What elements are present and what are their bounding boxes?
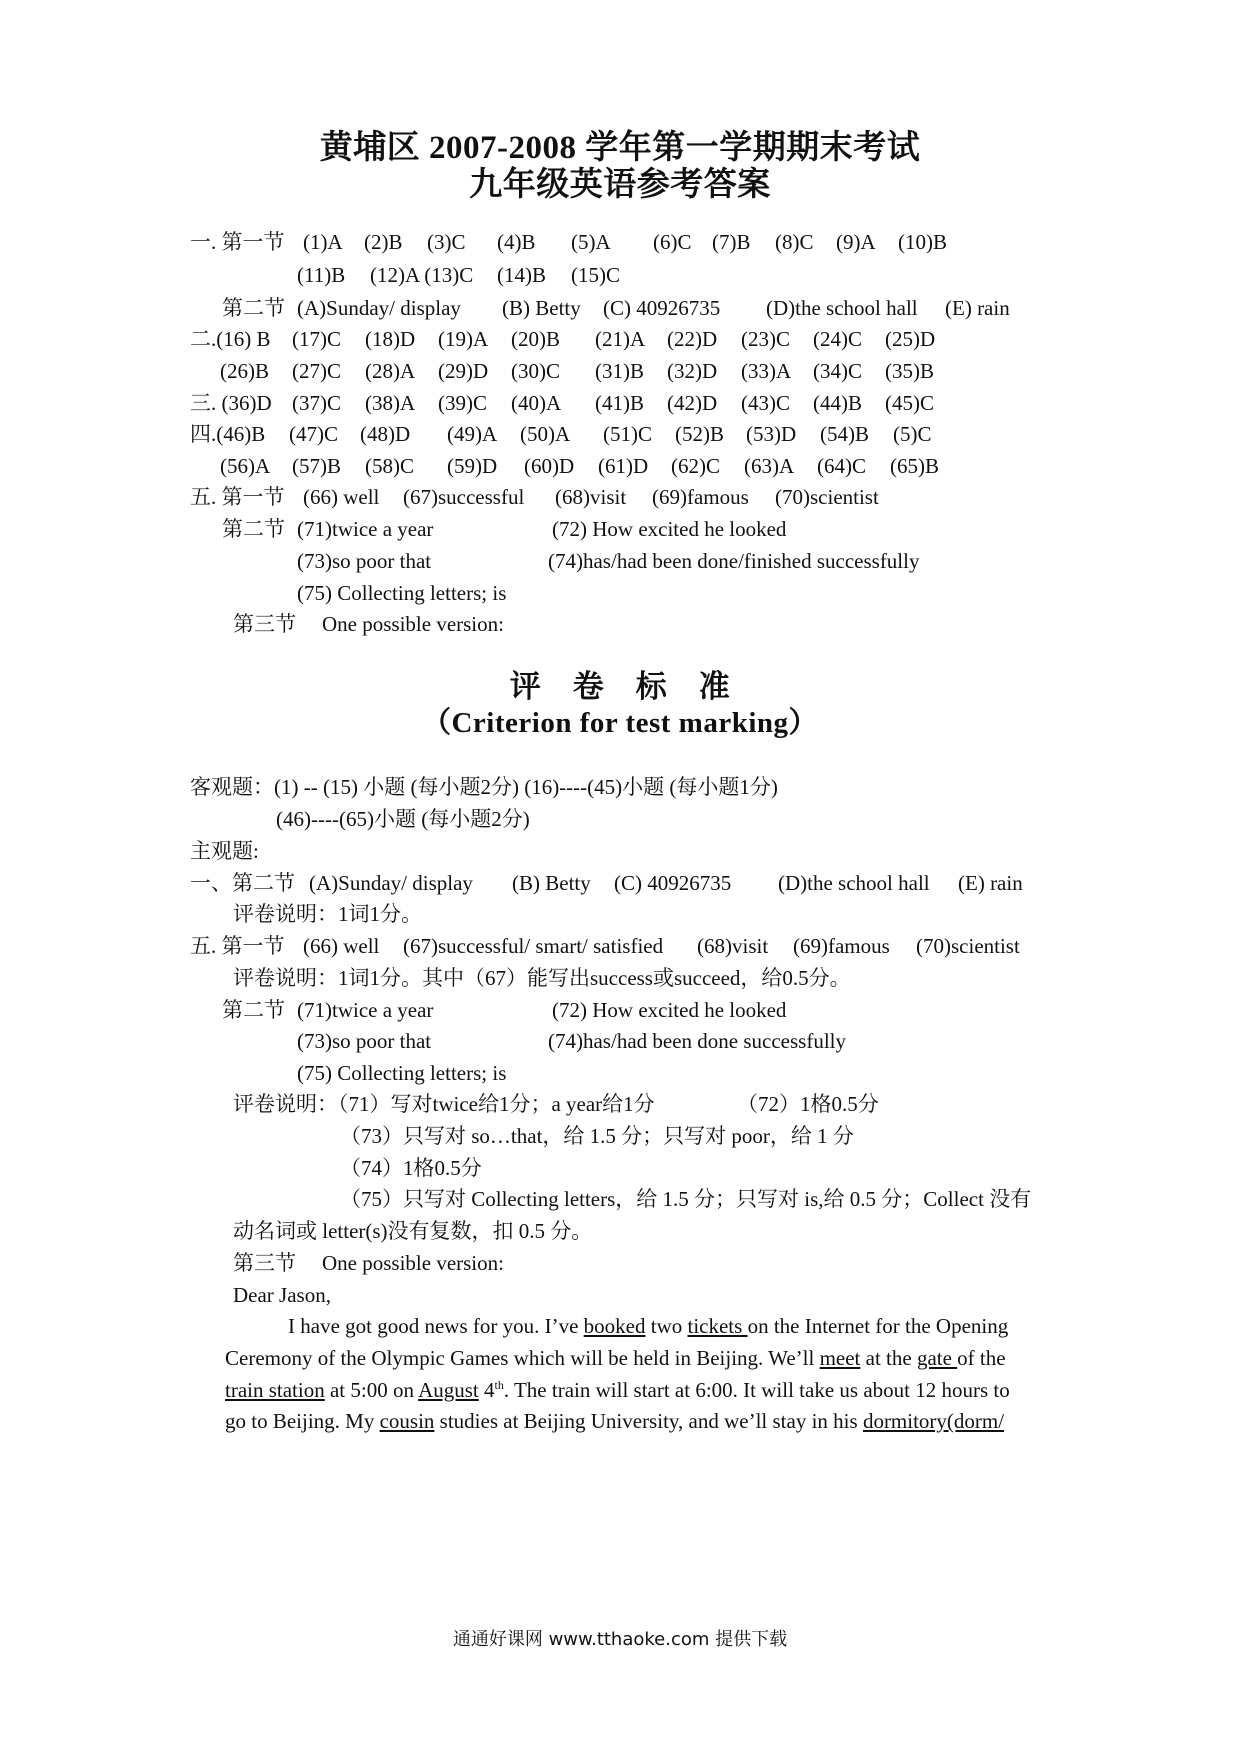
answer: (1)A — [303, 230, 343, 254]
document-subtitle: 九年级英语参考答案 — [469, 167, 771, 203]
criterion-note: （73）只写对 so…that，给 1.5 分；只写对 poor，给 1 分 — [340, 1124, 854, 1148]
answer: (2)B — [364, 230, 403, 254]
answer: (44)B — [813, 391, 862, 415]
answer: (72) How excited he looked — [552, 517, 787, 541]
answer: (33)A — [741, 359, 792, 383]
underlined-word: train station — [225, 1378, 325, 1402]
answer: (3)C — [427, 230, 466, 254]
answer: (73)so poor that — [297, 1029, 432, 1053]
letter-text: studies at Beijing University, and we’ll stay in his — [434, 1409, 863, 1433]
part3-text: One possible version: — [322, 1251, 504, 1275]
answer: (18)D — [365, 327, 416, 351]
objective-line1: 客观题：(1) -- (15) 小题 (每小题2分) (16)----(45)小题 (每小题1分) — [190, 775, 778, 799]
answer: (25)D — [885, 327, 936, 351]
criterion-title: 评 卷 标 准 — [509, 669, 731, 704]
letter-text: on the Internet for the Opening — [747, 1314, 1009, 1338]
answer: (39)C — [438, 391, 487, 415]
answer: (72) How excited he looked — [552, 998, 787, 1022]
underlined-word: tickets — [687, 1314, 748, 1338]
answer: (69)famous — [793, 934, 890, 958]
subjective-label: 主观题: — [190, 839, 259, 863]
document-title: 黄埔区 2007-2008 学年第一学期期末考试 — [319, 130, 921, 166]
section-label: 第三节 — [233, 612, 296, 636]
criterion-note: 动名词或 letter(s)没有复数，扣 0.5 分。 — [233, 1219, 593, 1243]
answer: (73)so poor that — [297, 549, 432, 573]
answer: (75) Collecting letters; is — [297, 581, 507, 605]
underlined-word: gate — [916, 1346, 958, 1370]
letter-line — [225, 1377, 1010, 1403]
answer: (8)C — [775, 230, 814, 254]
answer: (70)scientist — [775, 485, 879, 509]
answer: (71)twice a year — [297, 517, 434, 541]
letter-text: go to Beijing. My — [225, 1409, 380, 1433]
answer: (B) Betty — [502, 296, 581, 320]
section-label: 五. 第一节 — [190, 934, 285, 958]
underlined-word: August — [418, 1378, 479, 1402]
section-label: 一、第二节 — [190, 871, 295, 895]
answer: (C) 40926735 — [614, 871, 732, 895]
answer: (57)B — [292, 454, 341, 478]
letter-text: at 5:00 on — [324, 1378, 419, 1402]
answer: (67)successful — [403, 485, 525, 509]
part3-text: One possible version: — [322, 612, 504, 636]
answer: (4)B — [497, 230, 536, 254]
section-label: 一. 第一节 — [190, 230, 285, 254]
answer: (9)A — [836, 230, 876, 254]
answer: (71)twice a year — [297, 998, 434, 1022]
answer: (43)C — [741, 391, 790, 415]
answer: (47)C — [289, 422, 338, 446]
answer: (6)C — [653, 230, 692, 254]
answer: (11)B — [297, 263, 346, 287]
answer: (40)A — [511, 391, 562, 415]
criterion-note: （72）1格0.5分 — [737, 1092, 879, 1116]
answer: (67)successful/ smart/ satisfied — [403, 934, 664, 958]
criterion-note: 评卷说明：1词1分。 — [233, 902, 422, 926]
answer: (21)A — [595, 327, 646, 351]
answer: (61)D — [598, 454, 649, 478]
answer: (20)B — [511, 327, 560, 351]
page-footer: 通通好课网 www.tthaoke.com 提供下载 — [452, 1629, 788, 1650]
answer: (27)C — [292, 359, 341, 383]
letter-text: of the — [957, 1346, 1006, 1370]
answer: (70)scientist — [916, 934, 1020, 958]
answer: (B) Betty — [512, 871, 591, 895]
answer: (50)A — [520, 422, 571, 446]
answer: (7)B — [712, 230, 751, 254]
answer: (62)C — [671, 454, 720, 478]
underlined-word: meet — [819, 1346, 861, 1370]
answer: (12)A (13)C — [370, 263, 474, 287]
answer: (51)C — [603, 422, 652, 446]
answer: (52)B — [675, 422, 724, 446]
criterion-note: （75）只写对 Collecting letters，给 1.5 分；只写对 is,给 0.5 分；Collect 没有 — [340, 1187, 1032, 1211]
answer: (14)B — [497, 263, 546, 287]
answer: (19)A — [438, 327, 489, 351]
letter-text: at the — [860, 1346, 917, 1370]
answer: (74)has/had been done/finished successfully — [548, 549, 920, 573]
letter-line — [288, 1313, 1008, 1339]
answer: (E) rain — [958, 871, 1023, 895]
letter-line — [225, 1345, 1006, 1371]
answer: (30)C — [511, 359, 560, 383]
answer: (69)famous — [652, 485, 749, 509]
answer: (22)D — [667, 327, 718, 351]
section-label: 第二节 — [222, 296, 285, 320]
answer: (29)D — [438, 359, 489, 383]
answer: (28)A — [365, 359, 416, 383]
underlined-word: cousin — [379, 1409, 435, 1433]
letter-line — [225, 1408, 1004, 1434]
answer: (60)D — [524, 454, 575, 478]
answer: (63)A — [744, 454, 795, 478]
answer: 三. (36)D — [190, 391, 272, 415]
answer: (68)visit — [697, 934, 769, 958]
section-label: 第三节 — [233, 1251, 296, 1275]
answer: (58)C — [365, 454, 414, 478]
answer: (54)B — [820, 422, 869, 446]
answer: (42)D — [667, 391, 718, 415]
answer: (32)D — [667, 359, 718, 383]
answer: (64)C — [817, 454, 866, 478]
answer: (56)A — [220, 454, 271, 478]
criterion-note: 评卷说明：（71）写对twice给1分；a year给1分 — [233, 1092, 655, 1116]
answer: (5)C — [893, 422, 932, 446]
section-label: 第二节 — [222, 998, 285, 1022]
answer: (75) Collecting letters; is — [297, 1061, 507, 1085]
answer: (74)has/had been done successfully — [548, 1029, 846, 1053]
answer: (49)A — [447, 422, 498, 446]
criterion-subtitle: （Criterion for test marking） — [421, 707, 819, 739]
criterion-note: （74）1格0.5分 — [340, 1156, 482, 1180]
criterion-note: 评卷说明：1词1分。其中（67）能写出success或succeed，给0.5分。 — [233, 966, 851, 990]
answer: (37)C — [292, 391, 341, 415]
underlined-word: booked — [583, 1314, 646, 1338]
answer: 四.(46)B — [190, 422, 266, 446]
answer: (C) 40926735 — [603, 296, 721, 320]
answer: (E) rain — [945, 296, 1010, 320]
section-label: 五. 第一节 — [190, 485, 285, 509]
answer: (41)B — [595, 391, 644, 415]
answer: (26)B — [220, 359, 269, 383]
objective-line2: (46)----(65)小题 (每小题2分) — [276, 807, 530, 831]
underlined-word: dormitory(dorm/ — [862, 1409, 1005, 1433]
answer: (66) well — [303, 485, 380, 509]
section-label: 第二节 — [222, 517, 285, 541]
answer: (23)C — [741, 327, 790, 351]
answer: (D)the school hall — [766, 296, 918, 320]
letter-text: I have got good news for you. I’ve — [288, 1314, 584, 1338]
answer: (10)B — [898, 230, 947, 254]
answer: (35)B — [885, 359, 934, 383]
answer: (15)C — [571, 263, 620, 287]
letter-text: . The train will start at 6:00. It will take us about 12 hours to — [503, 1378, 1010, 1402]
answer: (17)C — [292, 327, 341, 351]
letter-text: 4 — [478, 1378, 495, 1402]
answer: (66) well — [303, 934, 380, 958]
answer: (A)Sunday/ display — [309, 871, 473, 895]
answer: (D)the school hall — [778, 871, 930, 895]
answer: (45)C — [885, 391, 934, 415]
answer: (34)C — [813, 359, 862, 383]
answer: (38)A — [365, 391, 416, 415]
answer: (53)D — [746, 422, 797, 446]
answer: (5)A — [571, 230, 611, 254]
letter-text: th — [494, 1378, 504, 1392]
letter-text: Ceremony of the Olympic Games which will be held in Beijing. We’ll — [225, 1346, 820, 1370]
answer: (48)D — [360, 422, 411, 446]
letter-text: two — [645, 1314, 688, 1338]
letter-greeting: Dear Jason, — [233, 1283, 331, 1307]
answer: 二.(16) B — [190, 327, 271, 351]
answer: (65)B — [890, 454, 939, 478]
answer: (A)Sunday/ display — [297, 296, 461, 320]
answer: (68)visit — [555, 485, 627, 509]
answer: (24)C — [813, 327, 862, 351]
answer: (31)B — [595, 359, 644, 383]
answer: (59)D — [447, 454, 498, 478]
